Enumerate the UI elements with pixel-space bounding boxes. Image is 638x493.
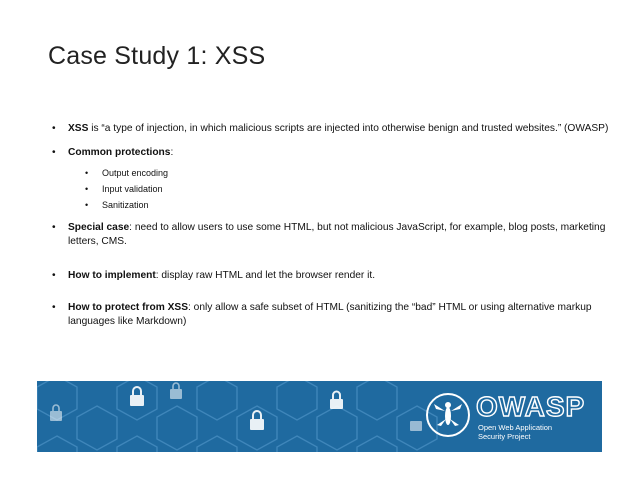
- sub-bullet-text: Output encoding: [102, 168, 169, 178]
- bullet-dot: •: [52, 222, 56, 233]
- bullet-text: : display raw HTML and let the browser render it.: [155, 270, 376, 281]
- bullet-how-to-implement: [52, 269, 612, 283]
- bullet-term: How to implement: [68, 270, 156, 281]
- bullet-xss-definition: [52, 122, 612, 136]
- sub-bullet-input-validation: [52, 182, 612, 196]
- slide-title: Case Study 1: XSS: [48, 42, 266, 70]
- owasp-tagline-line: Security Project: [478, 432, 531, 441]
- sub-bullet-dot: •: [85, 168, 89, 178]
- bullet-list: [52, 122, 612, 329]
- owasp-logo: [418, 389, 588, 445]
- sub-bullet-sanitization: [52, 198, 612, 212]
- owasp-tagline-line: Open Web Application: [478, 423, 553, 432]
- wasp-logo-icon: [426, 393, 470, 437]
- bullet-common-protections: [52, 146, 612, 160]
- sub-bullet-text: Sanitization: [102, 200, 149, 210]
- sub-bullet-text: Input validation: [102, 184, 163, 194]
- bullet-dot: •: [52, 270, 56, 281]
- bullet-term: Common protections: [68, 147, 171, 158]
- bullet-dot: •: [52, 302, 56, 313]
- bullet-special-case: [52, 221, 612, 249]
- bullet-dot: •: [52, 123, 56, 134]
- owasp-wordmark: OWASP: [476, 391, 586, 422]
- bullet-text: :: [170, 147, 174, 158]
- bullet-term: XSS: [68, 123, 89, 134]
- sub-bullet-dot: •: [85, 200, 89, 210]
- bullet-term: How to protect from XSS: [68, 302, 188, 313]
- bullet-how-to-protect: [52, 301, 612, 329]
- bullet-text: : need to allow users to use some HTML, but not malicious JavaScript, for example, blog posts, marketing letters, CMS.: [68, 222, 606, 247]
- bullet-text: is “a type of injection, in which malicious scripts are injected into otherwise benign and trusted websites.” (OWASP): [88, 123, 609, 134]
- owasp-tagline: [478, 423, 588, 441]
- owasp-banner: [37, 381, 602, 452]
- bullet-term: Special case: [68, 222, 130, 233]
- sub-bullet-dot: •: [85, 184, 89, 194]
- bullet-dot: •: [52, 147, 56, 158]
- sub-bullet-output-encoding: [52, 166, 612, 180]
- bullet-text: : only allow a safe subset of HTML (sanitizing the “bad” HTML or using alternative markup languages like Markdown): [68, 302, 592, 327]
